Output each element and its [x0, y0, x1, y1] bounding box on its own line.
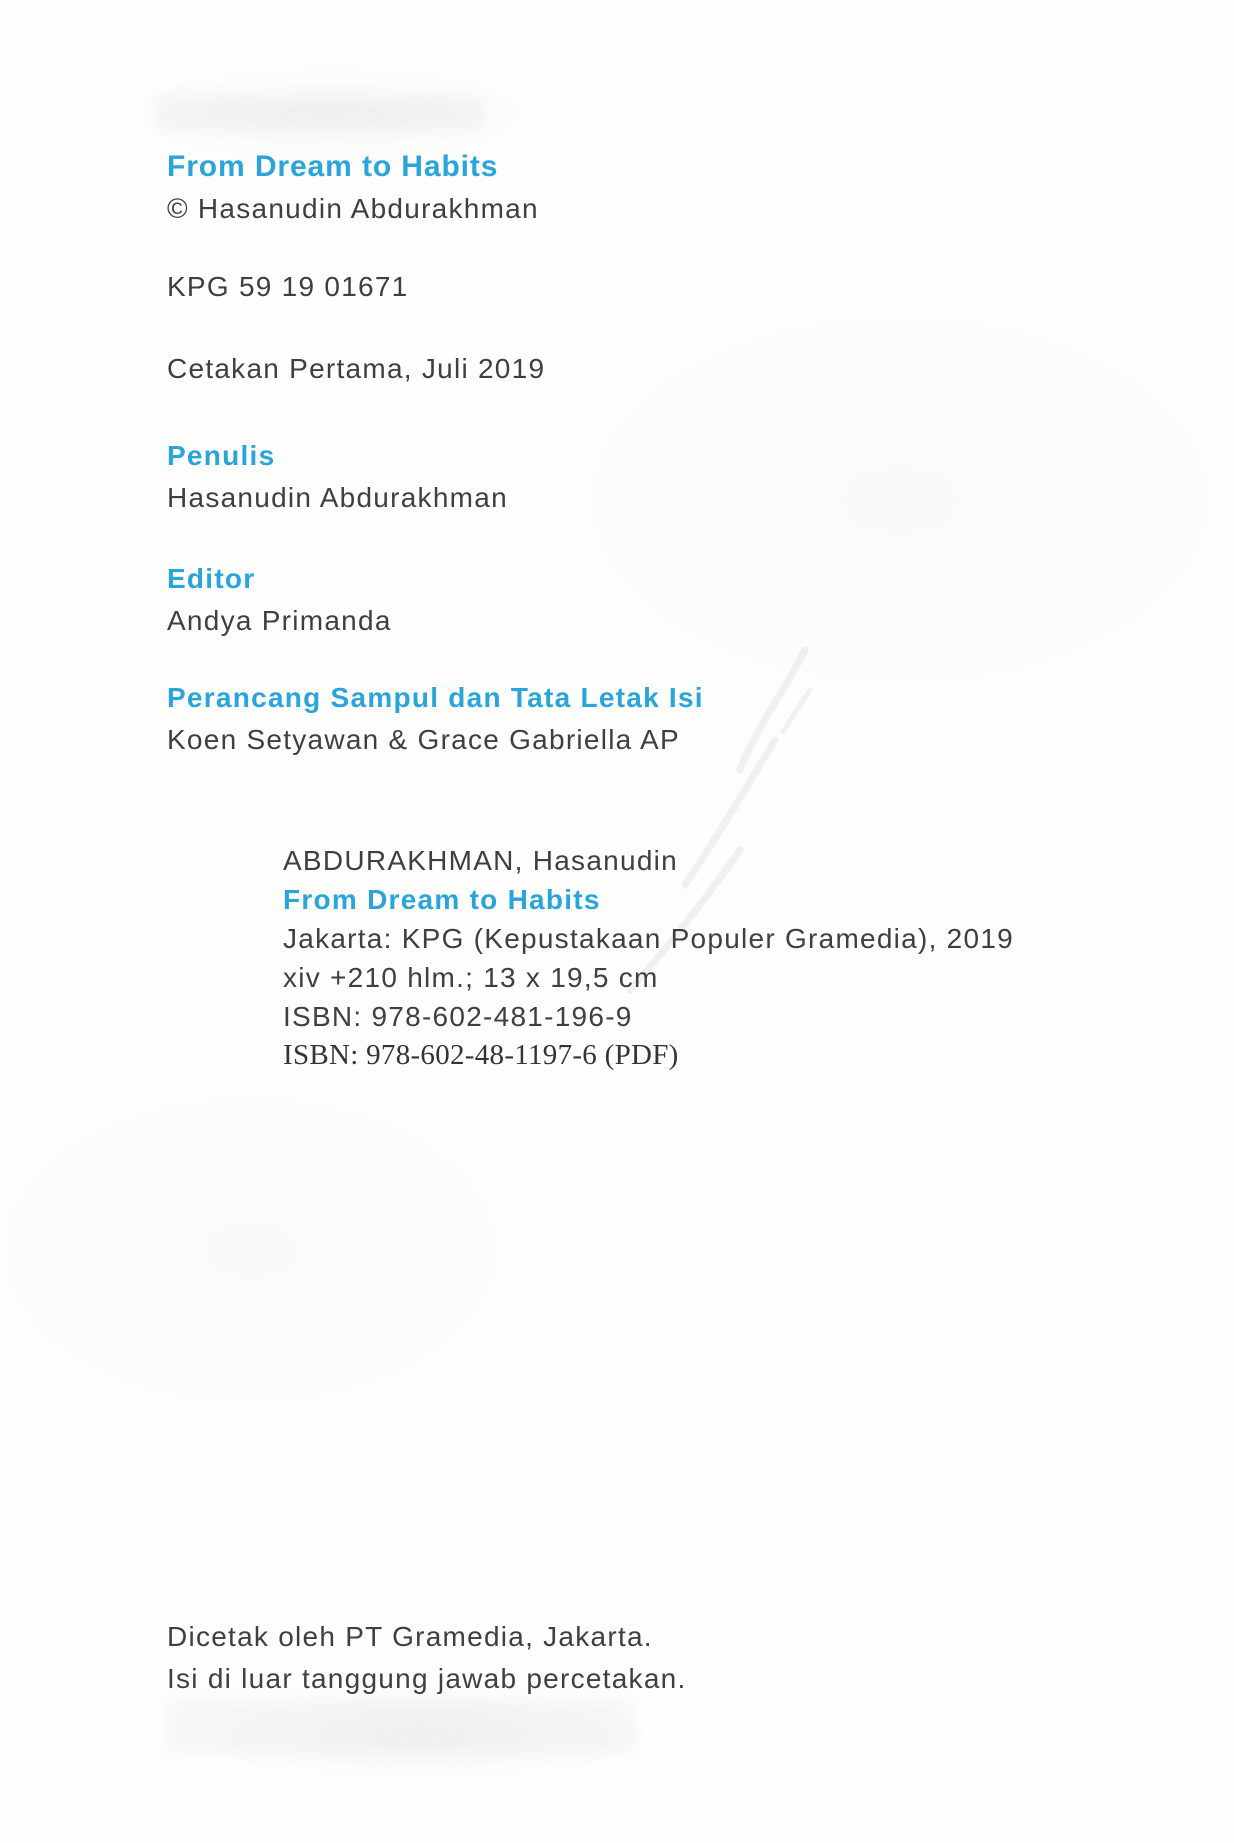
printer-note-line1: Dicetak oleh PT Gramedia, Jakarta.: [167, 1621, 653, 1652]
credit-author: [167, 435, 508, 519]
copyright-line: © Hasanudin Abdurakhman: [167, 193, 539, 224]
book-title: From Dream to Habits: [167, 150, 499, 183]
title-block: [167, 146, 539, 230]
printing-edition: Cetakan Pertama, Juli 2019: [167, 353, 546, 384]
credit-designer: [167, 677, 704, 761]
credit-designer-value: Koen Setyawan & Grace Gabriella AP: [167, 724, 680, 755]
cip-collation: xiv +210 hlm.; 13 x 19,5 cm: [283, 962, 659, 993]
credit-author-label: Penulis: [167, 440, 276, 471]
printing-block: [167, 348, 545, 390]
kpg-code-block: [167, 266, 409, 308]
cip-catalog-block: [283, 841, 1014, 1075]
credit-editor: [167, 558, 392, 642]
cip-isbn-pdf: ISBN: 978-602-48-1197-6 (PDF): [283, 1039, 679, 1071]
scan-showthrough-bottom: [165, 1698, 635, 1754]
cip-title: From Dream to Habits: [283, 884, 601, 915]
printer-note-line2: Isi di luar tanggung jawab percetakan.: [167, 1663, 687, 1694]
kpg-code: KPG 59 19 01671: [167, 271, 409, 302]
cip-isbn-print: ISBN: 978-602-481-196-9: [283, 1001, 633, 1032]
scan-showthrough-top: [155, 96, 485, 130]
cip-publication: Jakarta: KPG (Kepustakaan Populer Gramedia), 2019: [283, 923, 1014, 954]
credit-editor-value: Andya Primanda: [167, 605, 392, 636]
cip-author: ABDURAKHMAN, Hasanudin: [283, 845, 678, 876]
printer-note-block: [167, 1616, 687, 1700]
credit-editor-label: Editor: [167, 563, 256, 594]
credit-designer-label: Perancang Sampul dan Tata Letak Isi: [167, 682, 704, 713]
credit-author-value: Hasanudin Abdurakhman: [167, 482, 508, 513]
